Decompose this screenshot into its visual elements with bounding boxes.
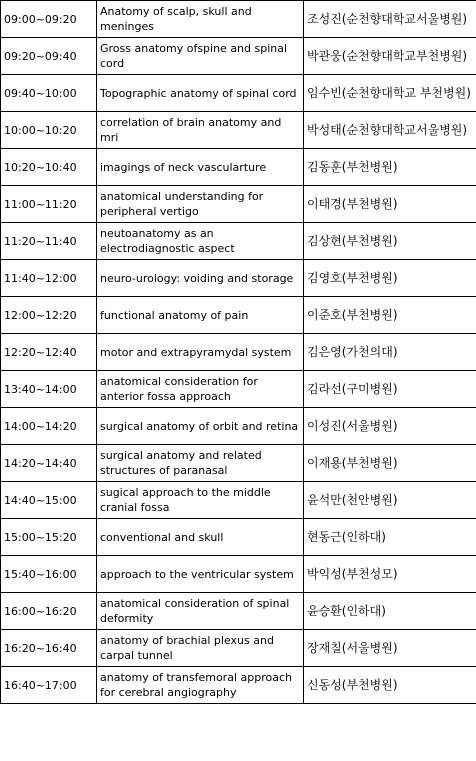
time-cell: 11:40~12:00 <box>1 260 97 297</box>
speaker-cell: 김동훈(부천병원) <box>304 149 476 186</box>
time-cell: 09:40~10:00 <box>1 75 97 112</box>
speaker-cell: 김상현(부천병원) <box>304 223 476 260</box>
topic-cell: anatomical consideration of spinal deformity <box>97 593 304 630</box>
table-row <box>1 556 476 593</box>
topic-cell: anatomical consideration for anterior fossa approach <box>97 371 304 408</box>
topic-cell: Gross anatomy ofspine and spinal cord <box>97 38 304 75</box>
topic-cell: imagings of neck vascularture <box>97 149 304 186</box>
time-cell: 14:20~14:40 <box>1 445 97 482</box>
time-cell: 09:00~09:20 <box>1 1 97 38</box>
speaker-cell: 장재칠(서울병원) <box>304 630 476 667</box>
speaker-cell: 현동근(인하대) <box>304 519 476 556</box>
table-row <box>1 445 476 482</box>
table-row <box>1 593 476 630</box>
topic-cell: functional anatomy of pain <box>97 297 304 334</box>
speaker-cell: 이준호(부천병원) <box>304 297 476 334</box>
speaker-cell: 박익성(부천성모) <box>304 556 476 593</box>
topic-cell: Anatomy of scalp, skull and meninges <box>97 1 304 38</box>
table-row <box>1 667 476 704</box>
topic-cell: neutoanatomy as an electrodiagnostic aspect <box>97 223 304 260</box>
speaker-cell: 윤석만(천안병원) <box>304 482 476 519</box>
time-cell: 10:00~10:20 <box>1 112 97 149</box>
time-cell: 12:20~12:40 <box>1 334 97 371</box>
table-row <box>1 297 476 334</box>
table-row <box>1 112 476 149</box>
table-row <box>1 260 476 297</box>
time-cell: 16:40~17:00 <box>1 667 97 704</box>
time-cell: 13:40~14:00 <box>1 371 97 408</box>
table-row <box>1 149 476 186</box>
table-row <box>1 630 476 667</box>
table-row <box>1 519 476 556</box>
topic-cell: motor and extrapyramydal system <box>97 334 304 371</box>
table-row <box>1 371 476 408</box>
time-cell: 14:40~15:00 <box>1 482 97 519</box>
speaker-cell: 이태경(부천병원) <box>304 186 476 223</box>
time-cell: 09:20~09:40 <box>1 38 97 75</box>
table-row <box>1 38 476 75</box>
topic-cell: conventional and skull <box>97 519 304 556</box>
speaker-cell: 김은영(가천의대) <box>304 334 476 371</box>
time-cell: 15:00~15:20 <box>1 519 97 556</box>
topic-cell: anatomy of transfemoral approach for cerebral angiography <box>97 667 304 704</box>
speaker-cell: 김라선(구미병원) <box>304 371 476 408</box>
time-cell: 12:00~12:20 <box>1 297 97 334</box>
topic-cell: Topographic anatomy of spinal cord <box>97 75 304 112</box>
table-row <box>1 408 476 445</box>
time-cell: 16:20~16:40 <box>1 630 97 667</box>
topic-cell: surgical anatomy of orbit and retina <box>97 408 304 445</box>
speaker-cell: 이성진(서울병원) <box>304 408 476 445</box>
time-cell: 11:20~11:40 <box>1 223 97 260</box>
speaker-cell: 신동성(부천병원) <box>304 667 476 704</box>
speaker-cell: 임수빈(순천향대학교 부천병원) <box>304 75 476 112</box>
topic-cell: neuro-urology: voiding and storage <box>97 260 304 297</box>
speaker-cell: 조성진(순천향대학교서울병원) <box>304 1 476 38</box>
time-cell: 16:00~16:20 <box>1 593 97 630</box>
table-row <box>1 186 476 223</box>
table-row <box>1 1 476 38</box>
table-row <box>1 482 476 519</box>
speaker-cell: 이재용(부천병원) <box>304 445 476 482</box>
time-cell: 10:20~10:40 <box>1 149 97 186</box>
table-row <box>1 334 476 371</box>
topic-cell: anatomy of brachial plexus and carpal tunnel <box>97 630 304 667</box>
speaker-cell: 박성태(순천향대학교서울병원) <box>304 112 476 149</box>
speaker-cell: 박관웅(순천향대학교부천병원) <box>304 38 476 75</box>
speaker-cell: 김영호(부천병원) <box>304 260 476 297</box>
topic-cell: correlation of brain anatomy and mri <box>97 112 304 149</box>
table-row <box>1 75 476 112</box>
topic-cell: sugical approach to the middle cranial fossa <box>97 482 304 519</box>
time-cell: 15:40~16:00 <box>1 556 97 593</box>
time-cell: 14:00~14:20 <box>1 408 97 445</box>
schedule-body <box>1 1 476 704</box>
topic-cell: approach to the ventricular system <box>97 556 304 593</box>
table-row <box>1 223 476 260</box>
time-cell: 11:00~11:20 <box>1 186 97 223</box>
topic-cell: anatomical understanding for peripheral vertigo <box>97 186 304 223</box>
speaker-cell: 윤승환(인하대) <box>304 593 476 630</box>
topic-cell: surgical anatomy and related structures of paranasal <box>97 445 304 482</box>
